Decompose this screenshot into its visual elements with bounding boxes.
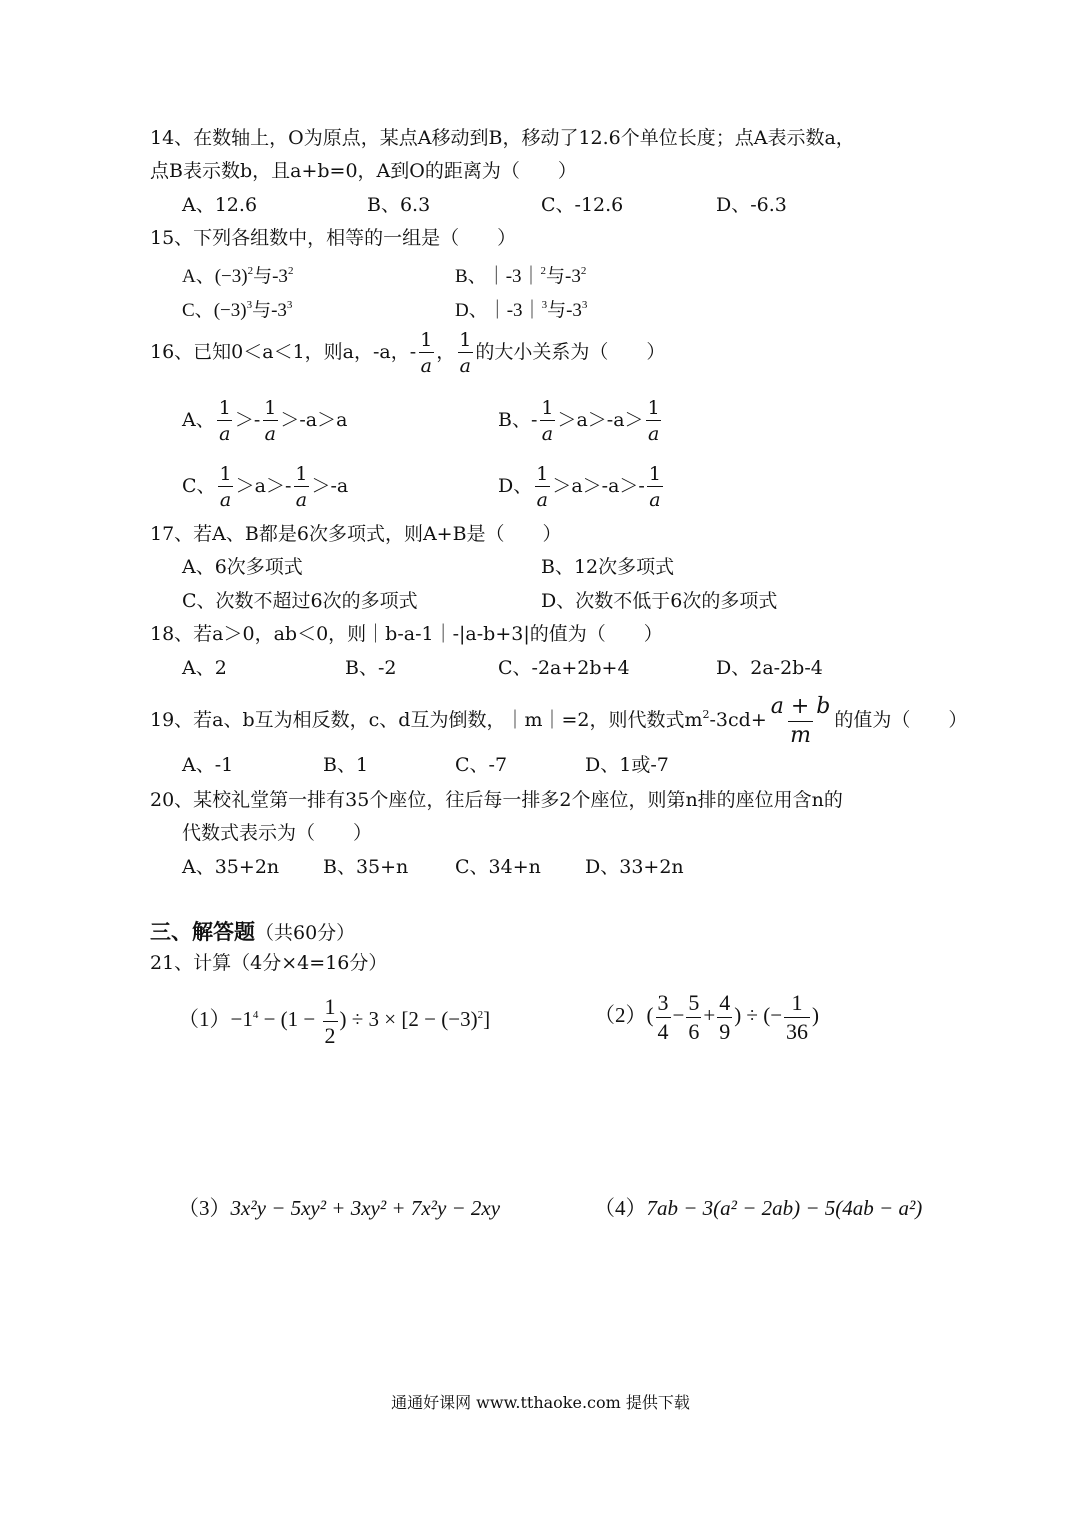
q20-line2: 代数式表示为（ ）: [182, 822, 373, 844]
q14-line2: 点B表示数b，且a+b=0，A到O的距离为（ ）: [150, 160, 577, 182]
fraction-one-over-a: $\frac{1}{a}$: [459, 328, 472, 377]
fraction-neg-one-over-a: $\frac{1}{a}$: [420, 328, 433, 377]
q16-option-d: D、 $\frac{1}{a}$ ＞a＞-a＞- $\frac{1}{a}$: [498, 462, 661, 511]
q17-stem: 17、若A、B都是6次多项式，则A+B是（ ）: [150, 523, 562, 545]
footer-source: 通通好课网 www.tthaoke.com 提供下载: [391, 1393, 690, 1412]
q14-option-c: C、-12.6: [541, 194, 624, 216]
q15-option-b: B、｜-3｜$^2$与$-3^2$: [455, 265, 587, 287]
q20-option-b: B、35+n: [323, 856, 409, 878]
q20-option-a: A、35+2n: [182, 856, 280, 878]
q17-option-b: B、12次多项式: [541, 556, 675, 578]
q19-stem: 19、若a、b互为相反数，c、d互为倒数，｜m｜=2，则代数式$m^2-3cd+$ $\frac{a + b}{m}$ 的值为（ ）: [150, 693, 968, 748]
q19-option-d: D、1或-7: [585, 754, 669, 776]
q17-option-a: A、6次多项式: [182, 556, 303, 578]
section-heading: 三、解答题（共60分）: [150, 919, 356, 944]
q19-option-b: B、1: [323, 754, 369, 776]
q21-part2: （2）( $\frac{3}{4}$ − $\frac{5}{6}$ + $\frac{4}{9}$ ) ÷ (− $\frac{1}{36}$ ): [594, 989, 820, 1044]
q18-option-c: C、-2a+2b+4: [498, 657, 630, 679]
q18-stem: 18、若a＞0，ab＜0，则｜b-a-1｜-|a-b+3|的值为（ ）: [150, 623, 663, 645]
q20-option-d: D、33+2n: [585, 856, 684, 878]
q16-option-a: A、 $\frac{1}{a}$ ＞- $\frac{1}{a}$ ＞-a＞a: [182, 396, 348, 445]
q20-option-c: C、34+n: [455, 856, 541, 878]
q18-option-b: B、-2: [345, 657, 397, 679]
q14-option-d: D、-6.3: [716, 194, 787, 216]
q14-line1: 14、在数轴上，O为原点，某点A移动到B，移动了12.6个单位长度；点A表示数a，: [150, 127, 855, 149]
q20-line1: 20、某校礼堂第一排有35个座位，往后每一排多2个座位，则第n排的座位用含n的: [150, 789, 843, 811]
q17-option-d: D、次数不低于6次的多项式: [541, 590, 778, 612]
q16-option-b: B、- $\frac{1}{a}$ ＞a＞-a＞ $\frac{1}{a}$: [498, 396, 660, 445]
q16-option-c: C、 $\frac{1}{a}$ ＞a＞- $\frac{1}{a}$ ＞-a: [182, 462, 349, 511]
q17-option-c: C、次数不超过6次的多项式: [182, 590, 418, 612]
q18-option-d: D、2a-2b-4: [716, 657, 823, 679]
q15-stem: 15、下列各组数中，相等的一组是（ ）: [150, 227, 517, 249]
q14-option-b: B、6.3: [367, 194, 431, 216]
q19-option-c: C、-7: [455, 754, 508, 776]
q21-part1: $(1)-1^4 - (1$ − $\frac{1}{2}$ ) ÷ $3 \times [2 - (-3)^2]$: [178, 993, 491, 1048]
q15-option-c: C、$(-3)^3$与$-3^3$: [182, 299, 293, 321]
q15-option-d: D、｜-3｜$^3$与$-3^3$: [455, 299, 588, 321]
fraction-a-plus-b-over-m: $\frac{a + b}{m}$: [770, 693, 831, 748]
q21-part3: （3）3x²y − 5xy² + 3xy² + 7x²y − 2xy: [178, 1196, 501, 1220]
q19-option-a: A、-1: [182, 754, 234, 776]
q15-option-a: A、$(-3)^2$与$-3^2$: [182, 265, 294, 287]
q21-part4: （4）7ab − 3(a² − 2ab) − 5(4ab − a²): [594, 1196, 923, 1220]
q21-stem: 21、计算（4分×4=16分）: [150, 952, 388, 974]
q16-stem: 16、已知0＜a＜1，则a，-a，- $\frac{1}{a}$ ， $\frac{1}{a}$ 的大小关系为（ ）: [150, 328, 666, 377]
q18-option-a: A、2: [182, 657, 227, 679]
q14-option-a: A、12.6: [182, 194, 258, 216]
